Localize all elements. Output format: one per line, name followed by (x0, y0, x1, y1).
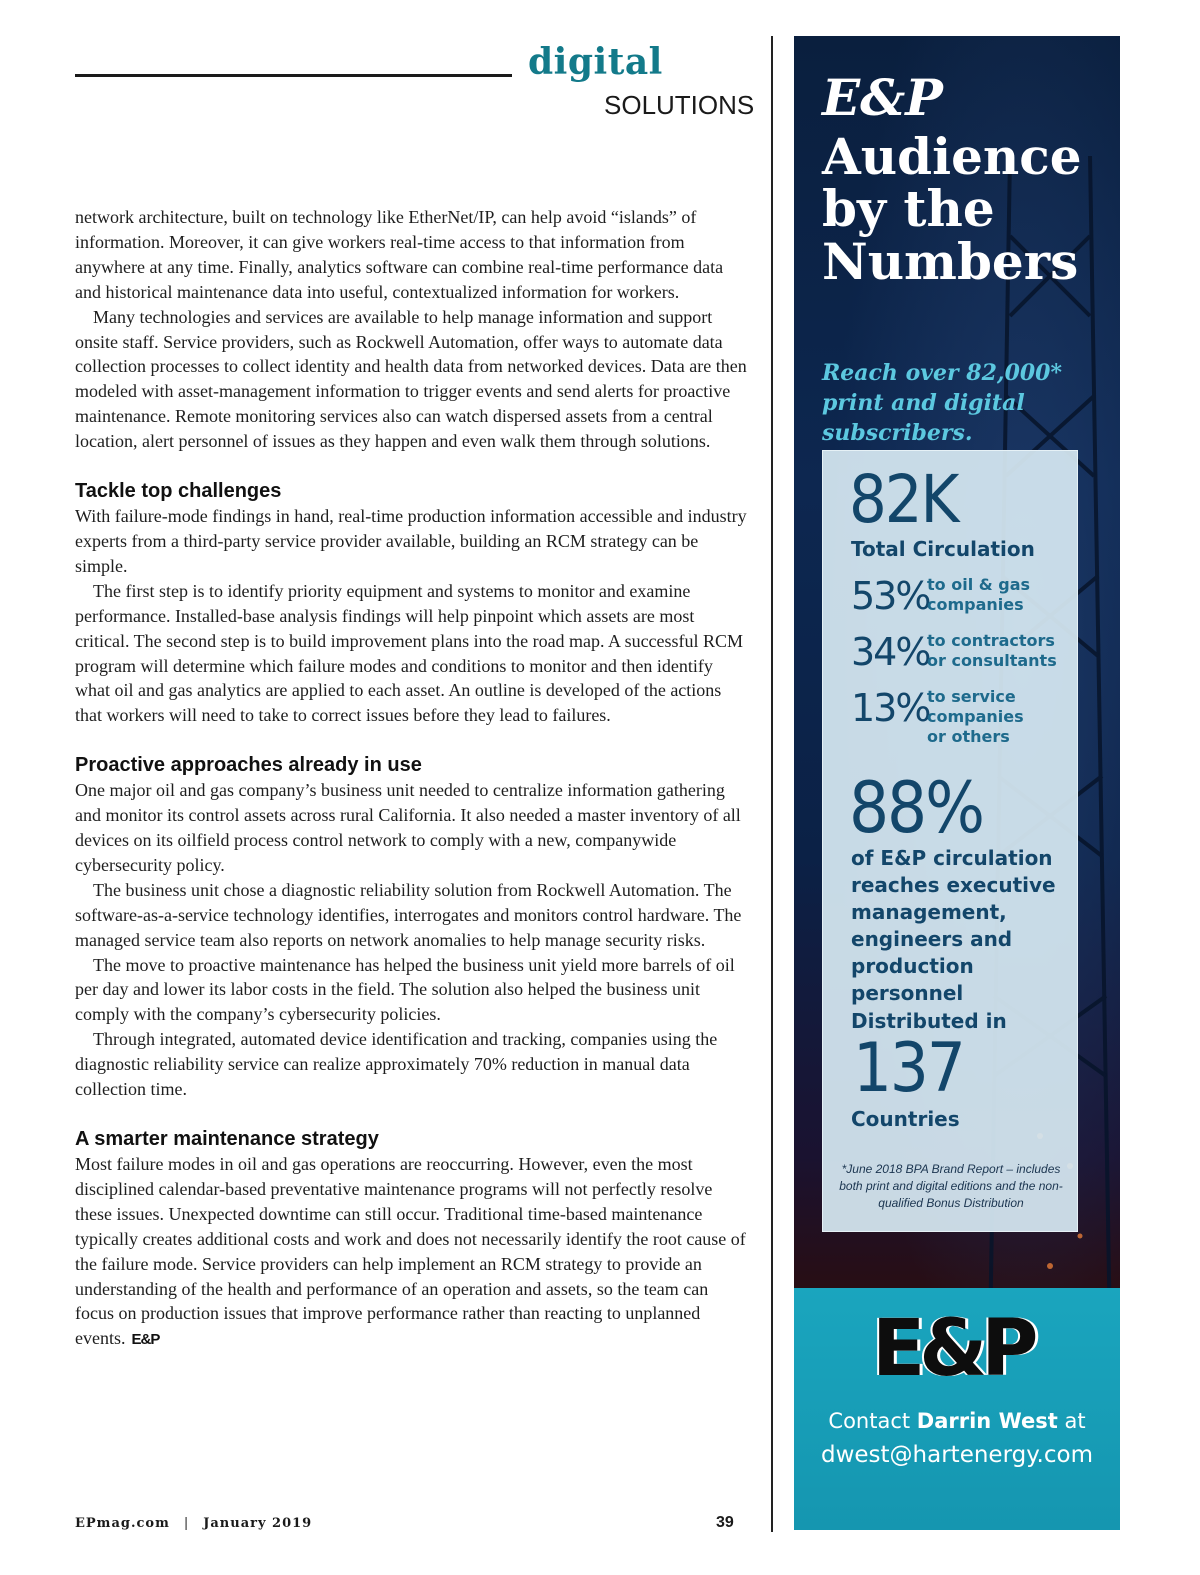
footer-credit (75, 1516, 312, 1531)
ad-title-line: Numbers (822, 231, 1079, 291)
stat-label (927, 631, 1057, 671)
stat-label-line: or others (927, 727, 1010, 746)
footer-site-link[interactable]: EPmag.com (75, 1516, 170, 1531)
paragraph: One major oil and gas company’s business unit needed to centralize information gathering and monitor its control assets across rural California. It also needed a master inventory of all devices on its oilfield process control network to comply with a new, companywide cybersecurity policy. (75, 780, 741, 875)
contact-email-link[interactable]: dwest@hartenergy.com (820, 1442, 1093, 1468)
circulation-label: Total Circulation (851, 537, 1035, 561)
paragraph-text: Most failure modes in oil and gas operations are reoccurring. However, even the most disciplined calendar-based preventative maintenance programs will not perfectly resolve these issues. Unexpected downtime can still occur. Traditional time-based maintenance typically creates additional costs and work and does not necessarily identify the root cause of the failure mode. Service providers can help implement an RCM strategy to provide an understanding of the health and performance of an operation and assets, so the team can focus on production issues that improve performance rather than reacting to unplanned events. (75, 1154, 746, 1349)
stat-label-line: to service (927, 687, 1016, 706)
exec-description (851, 845, 1077, 1007)
paragraph: With failure-mode findings in hand, real-time production information accessible and industry experts from a third-party service provider available, building an RCM strategy can be simple. (75, 506, 747, 576)
exec-line: of E&P circulation (851, 846, 1053, 870)
paragraph: Through integrated, automated device identification and tracking, companies using the diagnostic reliability service can realize approximately 70% reduction in manual data collection time. (75, 1029, 718, 1100)
footer-separator: | (183, 1516, 190, 1531)
stat-percent: 13% (851, 686, 930, 730)
advertisement[interactable] (794, 36, 1120, 1530)
paragraph: The first step is to identify priority equipment and systems to monitor and examine performance. Installed-base analysis findings will help pinpoint which assets are most critical. The second step is to build improvement plans into the road map. A successful RCM program will determine which failure modes and conditions to monitor and then identify what oil and gas analytics are applied to each asset. An outline is developed of the actions that workers will need to take to correct issues before they lead to failures. (75, 580, 744, 726)
exec-line: production personnel (851, 954, 974, 1005)
stat-label-line: to oil & gas (927, 575, 1031, 594)
contact-name: Darrin West (916, 1409, 1058, 1433)
exec-percent: 88% (849, 767, 983, 849)
section-subtitle: SOLUTIONS (604, 90, 755, 120)
ad-contact-line (794, 1406, 1120, 1436)
ep-logo: E&P (872, 1304, 1033, 1394)
stats-panel (822, 450, 1078, 1232)
article-body (75, 205, 747, 1353)
contact-prefix: Contact (828, 1409, 911, 1433)
ad-subtitle: Reach over 82,000* print and digital subscribers. (822, 360, 1062, 446)
ad-footnote: *June 2018 BPA Brand Report – includes both print and digital editions and the non-qualified Bonus Distribution (839, 1162, 1063, 1210)
ad-title-line: Audience (822, 126, 1082, 186)
exec-line: management, (851, 900, 1007, 924)
end-mark-logo: E&P (131, 1331, 160, 1349)
paragraph (75, 1152, 747, 1353)
section-heading: A smarter maintenance strategy (75, 1128, 379, 1150)
ad-title-brand: E&P (822, 68, 943, 127)
ad-title-line: by the (822, 179, 995, 238)
ad-title (822, 68, 1112, 291)
footer-issue: January 2019 (203, 1516, 313, 1531)
exec-line: reaches executive (851, 873, 1056, 897)
distribution-value: 137 (853, 1029, 964, 1108)
section-heading: Tackle top challenges (75, 480, 282, 503)
circulation-value: 82K (849, 461, 958, 538)
stat-percent: 53% (851, 574, 930, 618)
section-title: digital (528, 41, 663, 83)
header-rule (75, 74, 512, 77)
stat-label-line: companies (927, 707, 1024, 726)
distribution-label: Distributed in (851, 1009, 1007, 1033)
paragraph: The move to proactive maintenance has helped the business unit yield more barrels of oil per day and lower its labor costs in the field. The solution also helped the business unit comply with the company’s cybersecurity policies. (75, 954, 735, 1025)
paragraph: Many technologies and services are available to help manage information and support onsite staff. Service providers, such as Rockwell Automation, offer ways to automate data collection processes to collect identity and health data from networked devices. Data are then modeled with asset-management information to trigger events and send alerts for proactive maintenance. Remote monitoring services also can watch dispersed assets from a central location, alert personnel of issues as they happen and even walk them through solutions. (75, 306, 747, 452)
section-heading: Proactive approaches already in use (75, 754, 422, 777)
stat-label (927, 575, 1030, 615)
stat-label (927, 687, 1024, 747)
paragraph: network architecture, built on technology like EtherNet/IP, can help avoid “islands” of information. Moreover, it can give workers real-time access to that information from anywhere at any time. Finally, analytics software can combine real-time performance data and historical maintenance data into useful, contextualized information for workers. (75, 207, 724, 302)
ad-contact-band (794, 1288, 1120, 1530)
stat-label-line: or consultants (927, 651, 1057, 670)
distribution-unit: Countries (851, 1107, 960, 1131)
exec-line: engineers and (851, 927, 1013, 951)
contact-suffix: at (1064, 1409, 1086, 1433)
stat-label-line: companies (927, 595, 1024, 614)
page-number: 39 (716, 1514, 734, 1531)
paragraph: The business unit chose a diagnostic reliability solution from Rockwell Automation. The software-as-a-service technology identifies, interrogates and monitors control hardware. The managed service team also reports on network anomalies to help manage security risks. (75, 879, 742, 950)
stat-label-line: to contractors (927, 631, 1055, 650)
column-divider (771, 36, 773, 1532)
stat-percent: 34% (851, 630, 930, 674)
